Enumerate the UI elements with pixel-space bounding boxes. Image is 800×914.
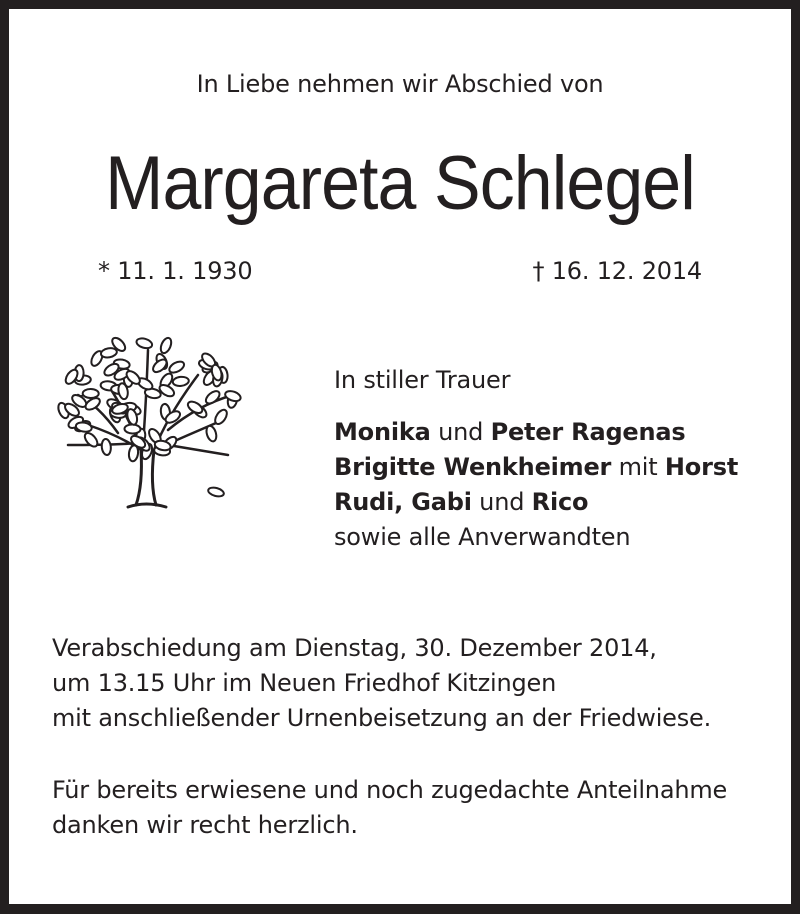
leaf-shape [186,399,204,415]
leaf-shape [135,337,153,350]
leaf-shape [224,389,242,403]
leaf-shape [205,425,218,443]
thanks-line-2: danken wir recht herzlich. [52,811,358,839]
mourning-intro: In stiller Trauer [334,366,511,394]
leaf-shape [124,424,140,434]
family-line-1: Monika und Peter Ragenas [334,418,686,446]
intro-text: In Liebe nehmen wir Abschied von [196,70,604,98]
leaf-shape [151,357,169,374]
ceremony-line-1: Verabschiedung am Dienstag, 30. Dezember 2014, [52,634,657,662]
thanks-line-1: Für bereits erwiesene und noch zugedachte Anteilnahme [52,776,728,804]
death-date: † 16. 12. 2014 [532,257,702,285]
leaf-shape [83,389,99,398]
leaf-shape [159,336,174,354]
leaf-shape [168,359,186,375]
deceased-name: Margareta Schlegel [105,141,695,226]
ceremony-line-2: um 13.15 Uhr im Neuen Friedhof Kitzingen [52,669,557,697]
family-line-3: Rudi, Gabi und Rico [334,488,589,516]
leaf-shape [101,439,112,456]
leaf-shape [172,376,189,387]
birth-date: * 11. 1. 1930 [98,257,253,285]
tree-icon [48,325,248,510]
leaf-shape [213,408,229,426]
ceremony-line-3: mit anschließender Urnenbeisetzung an der Friedwiese. [52,704,712,732]
family-line-4: sowie alle Anverwandten [334,523,631,551]
leaf-shape [100,347,117,359]
family-line-2: Brigitte Wenkheimer mit Horst [334,453,739,481]
leaf-shape [204,389,222,406]
